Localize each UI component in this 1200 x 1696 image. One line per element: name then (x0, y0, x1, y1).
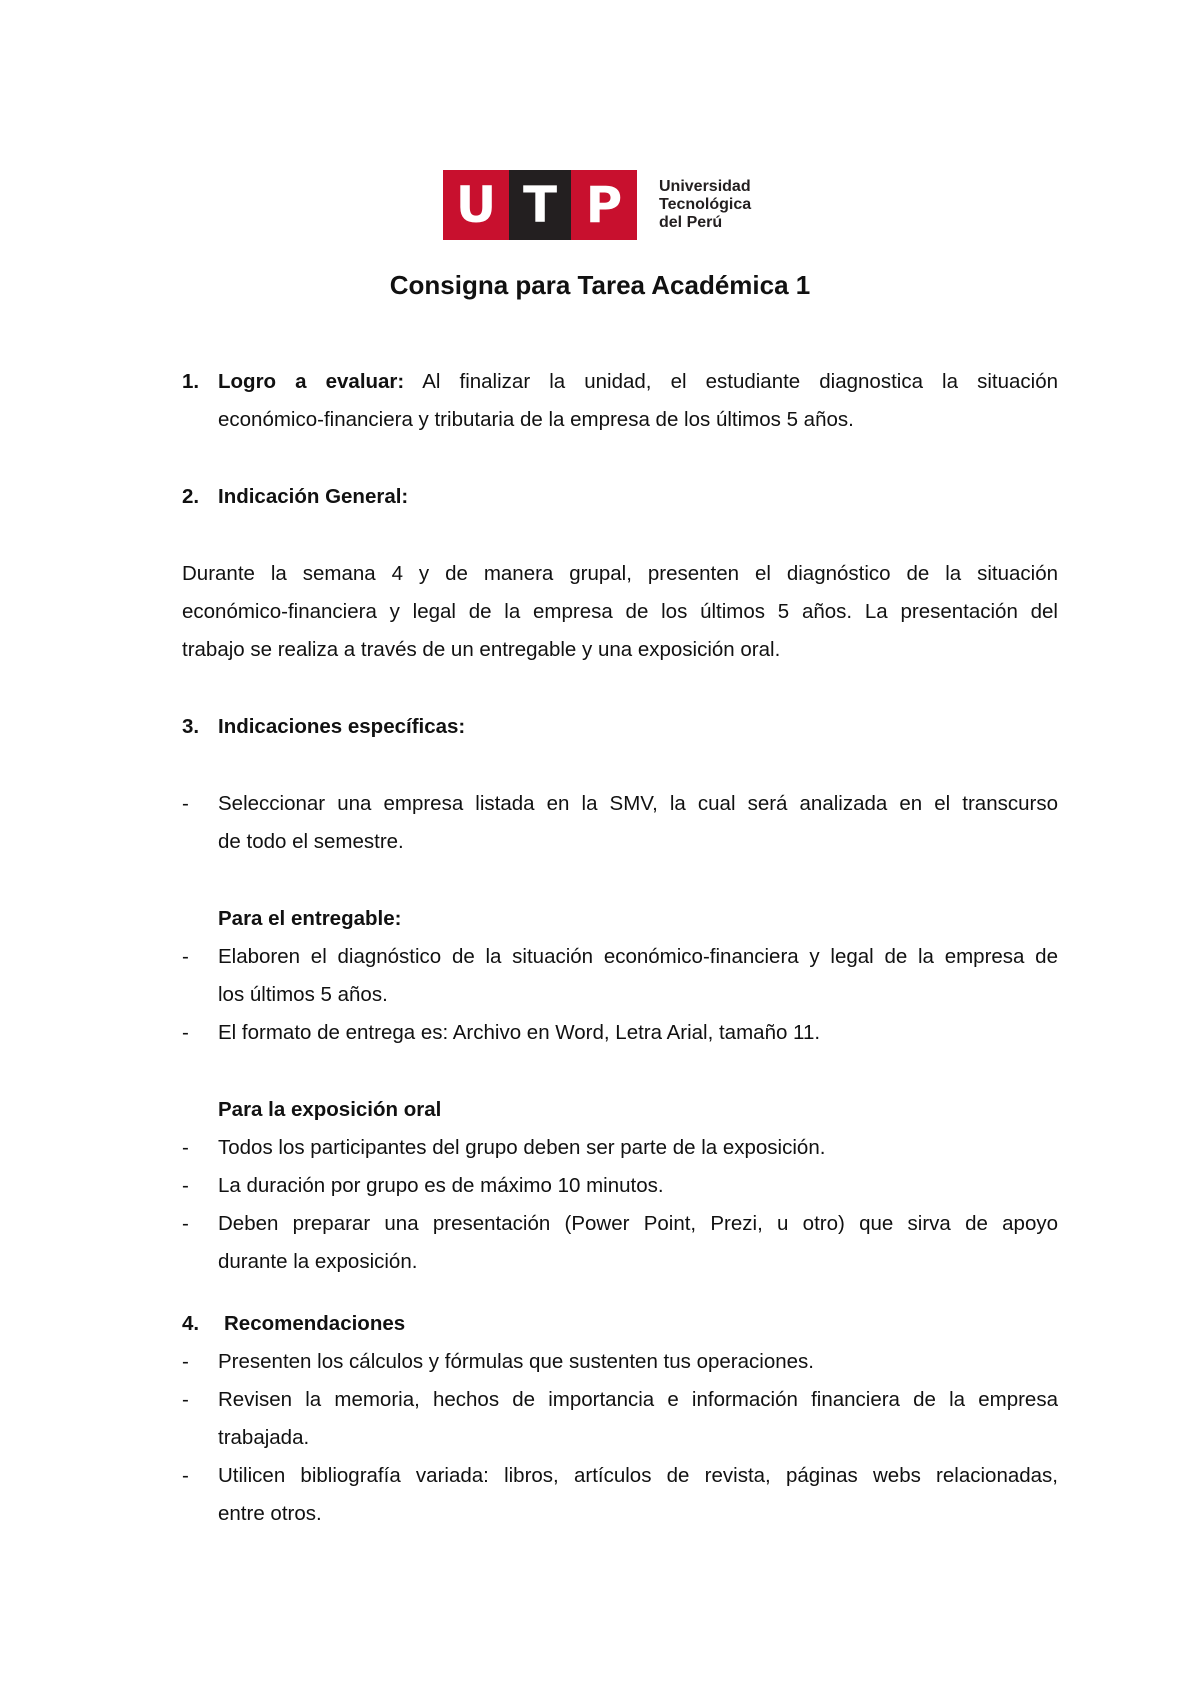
page-title: Consigna para Tarea Académica 1 (389, 270, 811, 300)
bullet-text: El formato de entrega es: Archivo en Word, Letra Arial, tamaño 11. (218, 1021, 821, 1044)
bullet-dash: - (182, 792, 189, 815)
bullet-text: Utilicen bibliografía variada: libros, artículos de revista, páginas webs relacionadas, (218, 1464, 1058, 1487)
bullet-text-cont: durante la exposición. (218, 1250, 418, 1273)
bullet-text-cont: de todo el semestre. (218, 830, 404, 853)
bullet-text: Deben preparar una presentación (Power Point, Prezi, u otro) que sirva de apoyo (218, 1212, 1058, 1235)
section-number: 3. (182, 715, 200, 738)
subheading-exposicion: Para la exposición oral (218, 1098, 442, 1121)
logo-letter-t: T (509, 170, 571, 240)
bullet-text-cont: los últimos 5 años. (218, 983, 388, 1006)
bullet-dash: - (182, 945, 189, 968)
paragraph-line: Durante la semana 4 y de manera grupal, presenten el diagnóstico de la situación (182, 562, 1058, 585)
bullet-dash: - (182, 1350, 189, 1373)
logo-line-2: Tecnológica (659, 196, 752, 213)
bullet-dash: - (182, 1021, 189, 1044)
bullet-text-cont: entre otros. (218, 1502, 322, 1525)
section-text: Al finalizar la unidad, el estudiante diagnostica la situación (422, 370, 1058, 393)
section-heading: Indicaciones específicas: (218, 715, 466, 738)
bullet-text: La duración por grupo es de máximo 10 minutos. (218, 1174, 664, 1197)
bullet-text: Presenten los cálculos y fórmulas que sustenten tus operaciones. (218, 1350, 814, 1373)
section-label: Logro a evaluar: (218, 370, 405, 393)
section-1-line-1 (218, 370, 1058, 394)
logo-line-1: Universidad (659, 178, 751, 195)
section-1-line-2: económico-financiera y tributaria de la empresa de los últimos 5 años. (218, 408, 854, 431)
bullet-text: Seleccionar una empresa listada en la SMV, la cual será analizada en el transcurso (218, 792, 1058, 815)
section-heading: Recomendaciones (224, 1312, 406, 1335)
bullet-dash: - (182, 1388, 189, 1411)
utp-logo (443, 170, 751, 240)
section-number: 2. (182, 485, 200, 508)
bullet-dash: - (182, 1174, 189, 1197)
bullet-dash: - (182, 1136, 189, 1159)
bullet-dash: - (182, 1464, 189, 1487)
section-heading: Indicación General: (218, 485, 409, 508)
paragraph-line: trabajo se realiza a través de un entregable y una exposición oral. (182, 638, 781, 661)
bullet-dash: - (182, 1212, 189, 1235)
section-number: 1. (182, 370, 200, 393)
bullet-text-cont: trabajada. (218, 1426, 310, 1449)
section-number: 4. (182, 1312, 200, 1335)
subheading-entregable: Para el entregable: (218, 907, 402, 930)
logo-wordmark (659, 178, 751, 232)
logo-line-3: del Perú (659, 214, 723, 231)
logo-letter-p: P (571, 170, 637, 240)
bullet-text: Todos los participantes del grupo deben ser parte de la exposición. (218, 1136, 826, 1159)
bullet-text: Elaboren el diagnóstico de la situación económico-financiera y legal de la empresa de (218, 945, 1058, 968)
logo-letter-u: U (443, 170, 509, 240)
bullet-text: Revisen la memoria, hechos de importancia e información financiera de la empresa (218, 1388, 1058, 1411)
paragraph-line: económico-financiera y legal de la empresa de los últimos 5 años. La presentación del (182, 600, 1058, 623)
